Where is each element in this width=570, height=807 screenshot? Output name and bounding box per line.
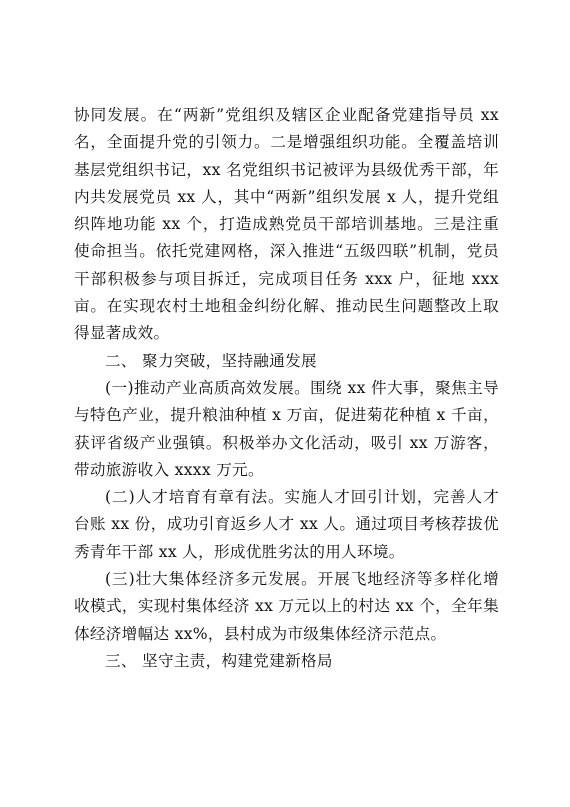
section-heading: 二、 聚力突破，坚持融通发展: [105, 351, 317, 370]
body-paragraph: (一)推动产业高质高效发展。围绕 xx 件大事，聚焦主导与特色产业，提升粮油种植 x 万亩，促进菊花种植 x 千亩，获评省级产业强镇。积极举办文化活动，吸引 xx 万游客，带动旅游收入 xxxx 万元。: [74, 378, 499, 479]
body-paragraph: (三)壮大集体经济多元发展。开展飞地经济等多样化增收模式，实现村集体经济 xx 万元以上的村达 xx 个，全年集体经济增幅达 xx%，县村成为市级集体经济示范点。: [74, 570, 499, 643]
body-paragraph: (二)人才培育有章有法。实施人才回引计划，完善人才台账 xx 份，成功引育返乡人才 xx 人。通过项目考核荐拔优秀青年干部 xx 人，形成优胜劣汰的用人环境。: [74, 488, 499, 561]
document-body: [74, 102, 499, 675]
body-paragraph: 协同发展。在“两新”党组织及辖区企业配备党建指导员 xx 名，全面提升党的引领力。二是增强组织功能。全覆盖培训基层党组织书记，xx 名党组织书记被评为县级优秀干部，年内共发展党员 xx 人，其中“两新”组织发展 x 人，提升党组织阵地功能 xx 个，打造成熟党员干部培训基地。三是注重使命担当。依托党建网格，深入推进“五级四联”机制，党员干部积极参与项目拆迁，完成项目任务 xxx 户，征地 xxx 亩。在实现农村土地租金纠纷化解、推动民生问题整改上取得显著成效。: [74, 106, 499, 343]
section-heading: 三、 坚守主责，构建党建新格局: [105, 651, 333, 670]
